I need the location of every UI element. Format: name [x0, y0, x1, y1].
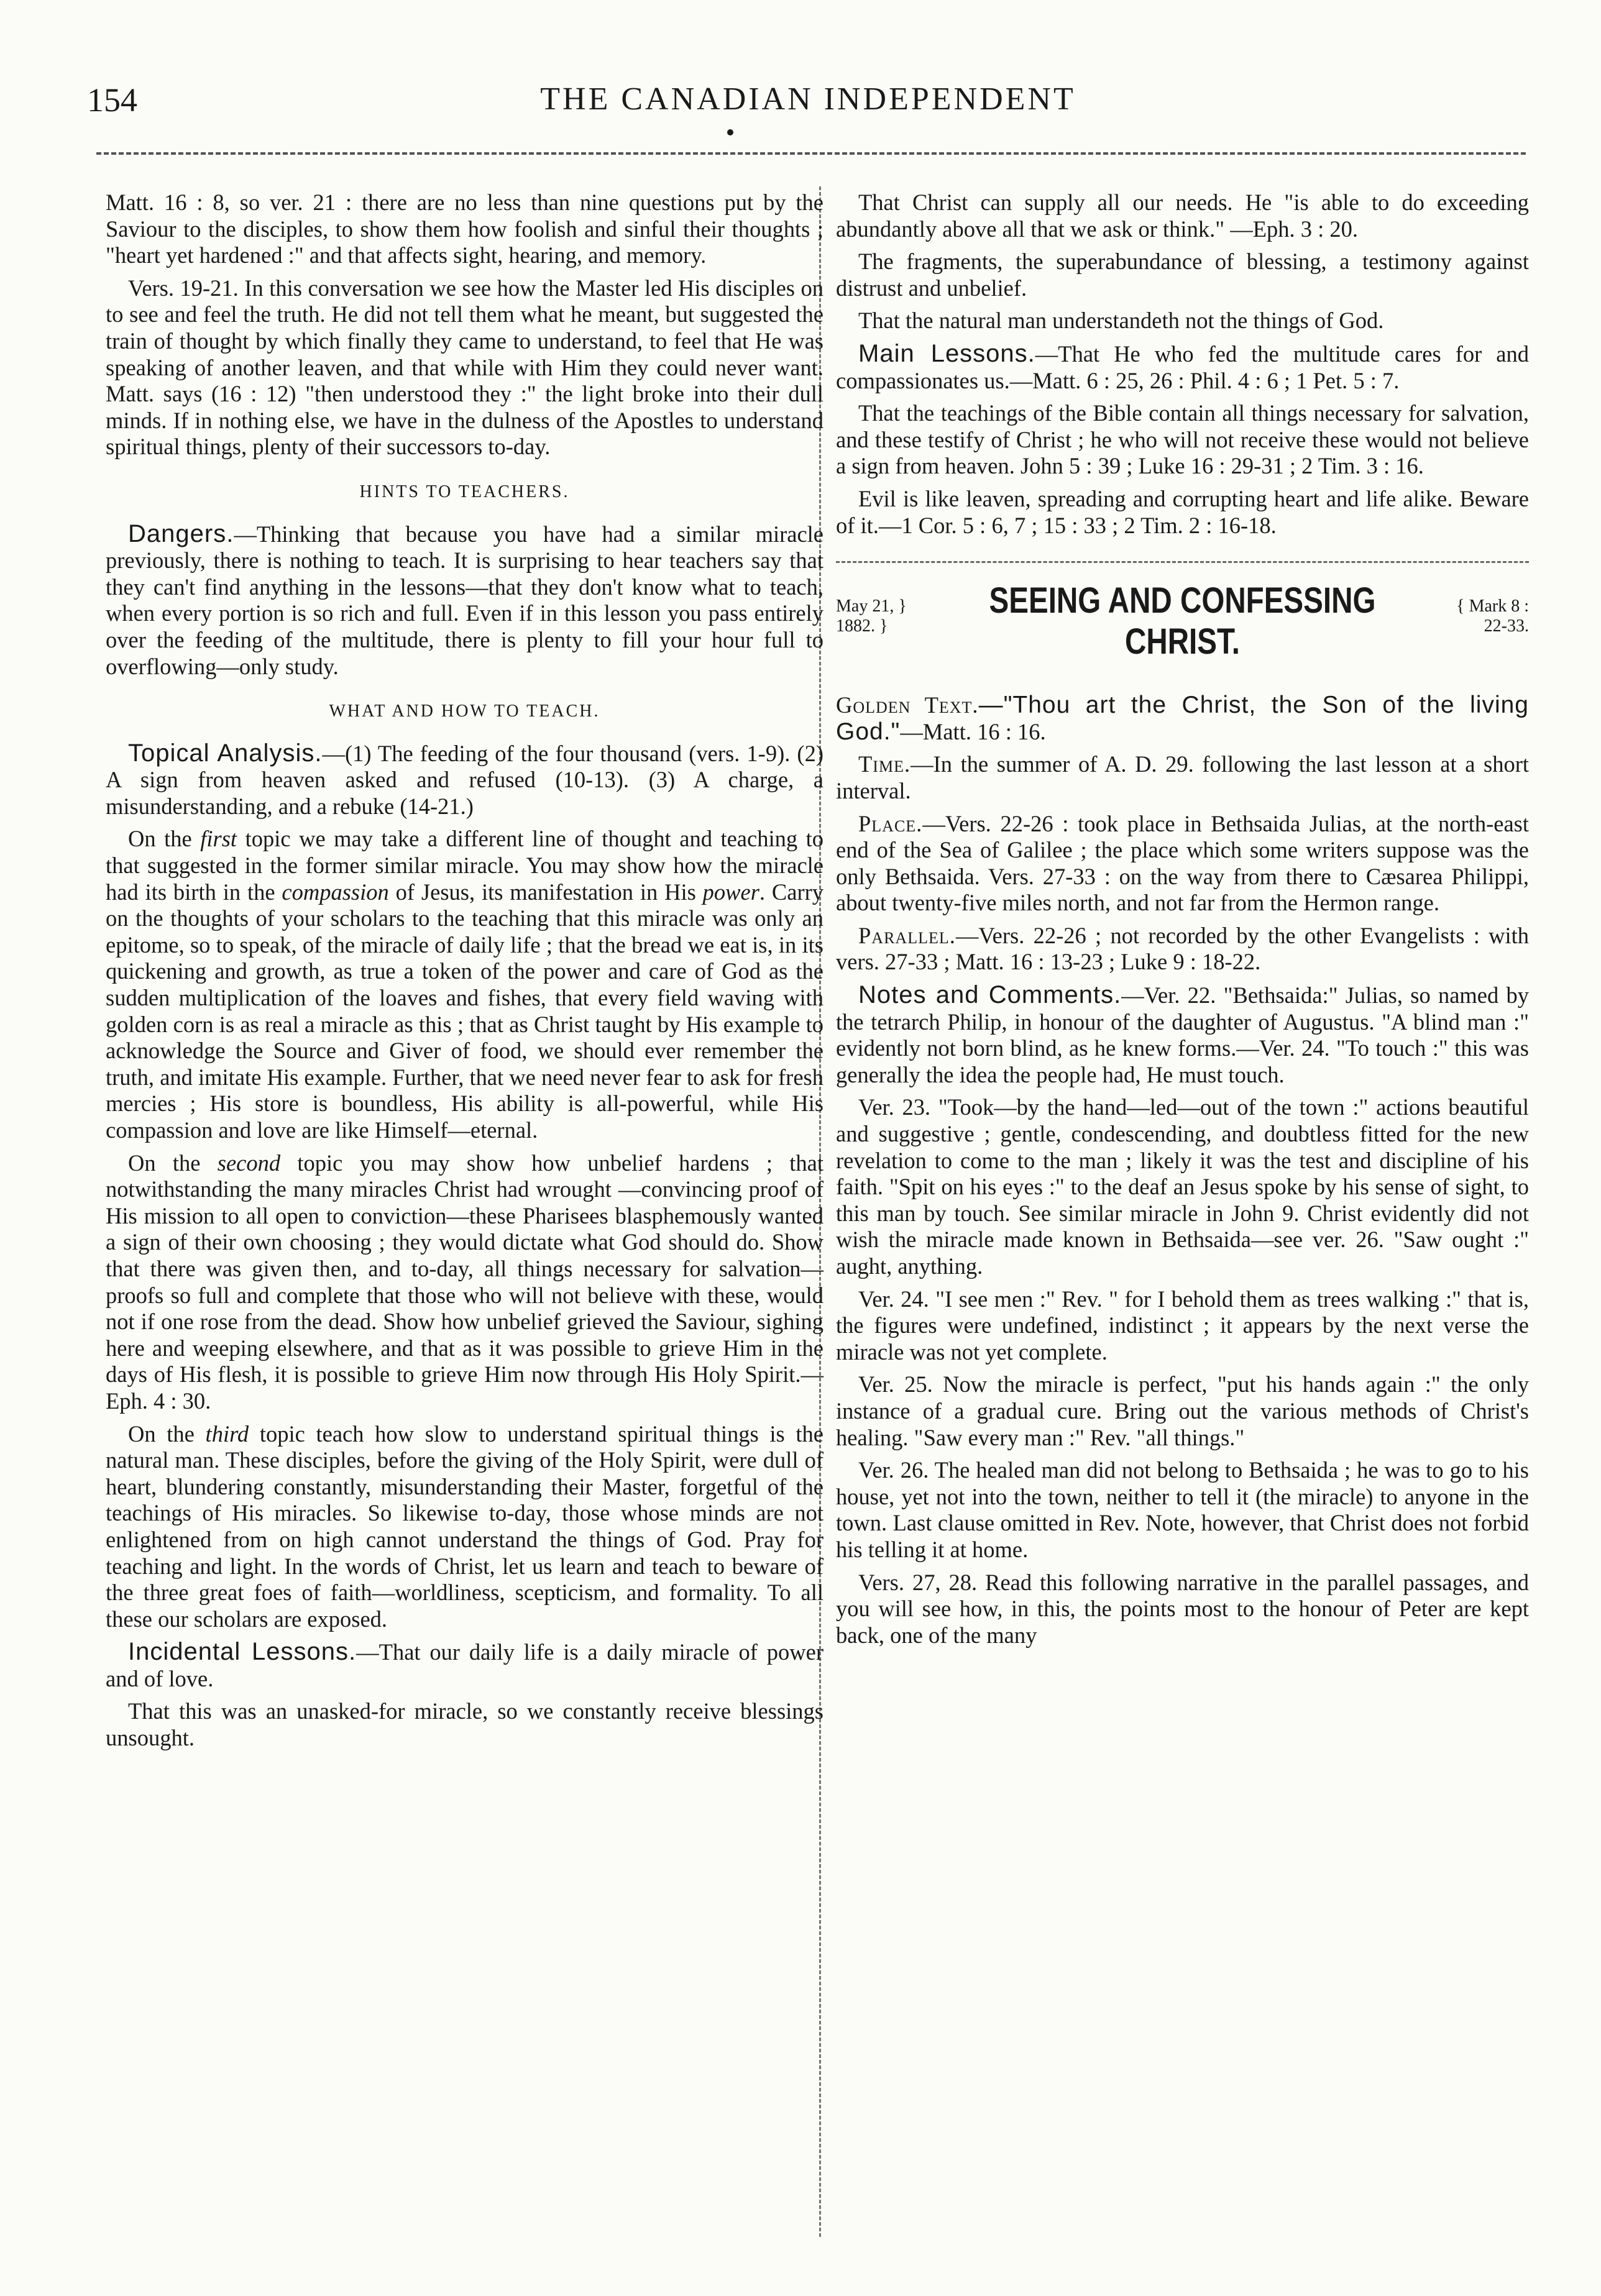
first-em3: power [702, 879, 759, 905]
second-topic-paragraph [106, 1150, 823, 1415]
place-text: —Vers. 22-26 : took place in Bethsaida Julias, at the north-east end of the Sea of Galilee ; the place which some writers suppose was the only Bethsaida. Vers. 27-33 : on the way from there to Cæsarea Philippi, about twenty-five miles north, and not far from the Hermon range. [836, 810, 1529, 916]
first-a: On the [128, 826, 201, 852]
supply-paragraph: That Christ can supply all our needs. He "is able to do exceeding abundantly above all that we ask or think." —Eph. 3 : 20. [836, 190, 1529, 242]
page-number: 154 [87, 81, 137, 119]
lesson-header [836, 580, 1529, 674]
place-paragraph [836, 811, 1529, 917]
main-lessons-label: Main Lessons. [858, 339, 1035, 367]
lesson-title-line-2: CHRIST. [1125, 621, 1240, 662]
notes-text: —Ver. 22. "Bethsaida:" Julias, so named by the tetrarch Philip, in honour of the daughter of Augustus. "A blind man :" evidently not born blind, as he knew forms.—Ver. 24. "To touch :" this was generally the idea the people had, He must touch. [836, 982, 1529, 1087]
first-c: of Jesus, its manifestation in His [388, 879, 703, 905]
second-a: On the [128, 1150, 218, 1176]
ver-23-paragraph: Ver. 23. "Took—by the hand—led—out of the town :" actions beautiful and suggestive ; gentle, condescending, and doubtless fitted for the new revelation to come to the man ; likely it was the test and discipline of his faith. "Spit on his eyes :" to the deaf an Jesus spoke by his sense of sight, to this man by touch. See similar miracle in John 9. Christ evidently did not wish the miracle made known in Bethsaida—see ver. 26. "Saw ought :" aught, anything. [836, 1094, 1529, 1279]
time-paragraph [836, 751, 1529, 804]
fragments-paragraph: The fragments, the superabundance of blessing, a testimony against distrust and unbelief. [836, 249, 1529, 301]
lesson-ref-line-2: 22-33. [1484, 616, 1529, 636]
first-em2: compassion [282, 879, 389, 905]
dangers-paragraph [106, 521, 823, 680]
golden-text-label: Golden Text. [836, 692, 979, 718]
header-ornament [727, 129, 733, 135]
lesson-date-line-2: 1882. } [836, 616, 888, 636]
vers-19-21-paragraph: Vers. 19-21. In this conversation we see how the Master led His disciples on to see and feel the truth. He did not tell them what he meant, but suggested the train of thought by which finally they came to understand, to feel that He was speaking of another leaven, and that while with Him they could never want. Matt. says (16 : 12) "then understood they :" the light broke into their dull minds. If in nothing else, we have in the dulness of the Apostles to understand spiritual things, plenty of their successors to-day. [106, 275, 823, 460]
time-text: —In the summer of A. D. 29. following the last lesson at a short interval. [836, 751, 1529, 803]
notes-paragraph [836, 982, 1529, 1088]
lesson-ref-line-1: { Mark 8 : [1456, 597, 1529, 616]
golden-text-paragraph [836, 692, 1529, 745]
right-column [836, 190, 1529, 1655]
lesson-title-line-1: SEEING AND CONFESSING [989, 580, 1376, 621]
unasked-paragraph: That this was an unasked-for miracle, so we constantly receive blessings unsought. [106, 1698, 823, 1751]
golden-text-quote: —"Thou art the Christ, the Son of the living God." [836, 692, 1529, 745]
dangers-label: Dangers. [128, 519, 234, 547]
parallel-text: —Vers. 22-26 ; not recorded by the other Evangelists : with vers. 27-33 ; Matt. 16 : 13-23 ; Luke 9 : 18-22. [836, 922, 1529, 975]
section-rule [836, 561, 1529, 563]
first-b: topic we may take a different line of thought and teaching to that suggested in the former similar miracle. You may show how the miracle had its birth in the [106, 826, 823, 905]
topical-label: Topical Analysis. [128, 739, 323, 767]
teachings-paragraph: That the teachings of the Bible contain all things necessary for salvation, and these testify of Christ ; he who will not receive these would not believe a sign from heaven. John 5 : 39 ; Luke 16 : 29-31 ; 2 Tim. 3 : 16. [836, 400, 1529, 479]
first-d: . Carry on the thoughts of your scholars to the teaching that this miracle was only an epitome, so to speak, of the miracle of daily life ; that the bread we eat is, in its quickening and growth, as true a token of the power and care of God as the sudden multiplication of the loaves and fishes, that every field waving with golden corn is as real a miracle as this ; that as Christ taught by His example to acknowledge the Source and Giver of food, we should ever remember the truth, and imitate His example. Further, that we need never fear to ask for fresh mercies ; His store is boundless, His ability is all-powerful, while His compassion and love are like Himself—eternal. [106, 879, 823, 1143]
ver-25-paragraph: Ver. 25. Now the miracle is perfect, "put his hands again :" the only instance of a gradual cure. Bring out the various methods of Christ's healing. "Saw every man :" Rev. "all things." [836, 1371, 1529, 1450]
intro-paragraph: Matt. 16 : 8, so ver. 21 : there are no less than nine questions put by the Saviour to the disciples, to show them how foolish and sinful their thoughts ; "heart yet hardened :" and that affects sight, hearing, and memory. [106, 190, 823, 268]
page-header [87, 81, 1529, 137]
natural-man-paragraph: That the natural man understandeth not the things of God. [858, 308, 1384, 334]
first-em: first [200, 826, 237, 852]
parallel-label: Parallel. [858, 922, 956, 948]
second-em: second [217, 1150, 281, 1176]
ver-24-paragraph: Ver. 24. "I see men :" Rev. " for I behold them as trees walking :" that is, the figures were undefined, indistinct ; it appears by the next verse the miracle was not yet complete. [836, 1286, 1529, 1365]
header-rule [96, 152, 1526, 155]
incidental-paragraph [106, 1639, 823, 1692]
what-how-heading: WHAT AND HOW TO TEACH. [329, 702, 600, 721]
lesson-date [836, 597, 907, 636]
incidental-label: Incidental Lessons. [128, 1638, 357, 1666]
lesson-scripture-ref [1456, 597, 1529, 636]
main-lessons-paragraph [836, 341, 1529, 394]
dangers-text: —Thinking that because you have had a similar miracle previously, there is nothing to teach. It is surprising to hear teachers say that they can't find anything in the lessons—that they don't know what to teach, when every portion is so rich and full. Even if in this lesson you pass entirely over the feeding of the multitude, there is plenty to fill your hour full to overflowing—only study. [106, 521, 823, 679]
evil-paragraph: Evil is like leaven, spreading and corrupting heart and life alike. Beware of it.—1 Cor. 5 : 6, 7 ; 15 : 33 ; 2 Tim. 2 : 16-18. [836, 485, 1529, 538]
place-label: Place. [858, 810, 923, 836]
third-b: topic teach how slow to understand spiritual things is the natural man. These disciples, before the giving of the Holy Spirit, were dull of heart, blundering constantly, misunderstanding their Master, forgetful of the teachings of His miracles. So likewise to-day, those whose minds are not enlightened from on high cannot understand the things of God. Pray for teaching and light. In the words of Christ, let us learn and teach to beware of the three great foes of faith—worldliness, scepticism, and formality. To all these our scholars are exposed. [106, 1420, 823, 1632]
left-column [106, 190, 823, 1758]
topical-paragraph [106, 740, 823, 820]
topical-text: —(1) The feeding of the four thousand (vers. 1-9). (2) A sign from heaven asked and refused (10-13). (3) A charge, a misunderstanding, and a rebuke (14-21.) [106, 740, 823, 819]
lesson-title [980, 580, 1385, 662]
incidental-text: —That our daily life is a daily miracle of power and of love. [106, 1639, 823, 1691]
third-topic-paragraph [106, 1421, 823, 1633]
third-em: third [205, 1420, 249, 1447]
time-label: Time. [858, 751, 911, 777]
golden-text-ref: —Matt. 16 : 16. [900, 718, 1046, 744]
notes-label: Notes and Comments. [858, 981, 1122, 1009]
first-topic-paragraph [106, 826, 823, 1143]
journal-title: THE CANADIAN INDEPENDENT [540, 81, 1076, 117]
ver-27-28-paragraph: Vers. 27, 28. Read this following narrative in the parallel passages, and you will see how, in this, the points most to the honour of Peter are kept back, one of the many [836, 1569, 1529, 1648]
main-lessons-text: —That He who fed the multitude cares for and compassionates us.—Matt. 6 : 25, 26 : Phil. 4 : 6 ; 1 Pet. 5 : 7. [836, 341, 1529, 393]
third-a: On the [128, 1420, 206, 1447]
second-b: topic you may show how unbelief hardens ; that notwithstanding the many miracles Christ had wrought —convincing proof of His mission to all open to conviction—these Pharisees blasphemously wanted a sign of their own choosing ; they would dictate what God should do. Show that there was given then, and to-day, all things necessary for salvation—proofs so full and complete that those who will not believe with these, would not if one rose from the dead. Show how unbelief grieved the Saviour, sighing here and weeping elsewhere, and that as it was possible to grieve Him in the days of His flesh, it is possible to grieve Him now through His Holy Spirit.—Eph. 4 : 30. [106, 1150, 824, 1414]
hints-heading: HINTS TO TEACHERS. [359, 482, 570, 501]
lesson-date-line-1: May 21, } [836, 597, 907, 616]
ver-26-paragraph: Ver. 26. The healed man did not belong to Bethsaida ; he was to go to his house, yet not into the town, neither to tell it (the miracle) to anyone in the town. Last clause omitted in Rev. Note, however, that Christ does not forbid his telling it at home. [836, 1457, 1529, 1562]
parallel-paragraph [836, 923, 1529, 976]
